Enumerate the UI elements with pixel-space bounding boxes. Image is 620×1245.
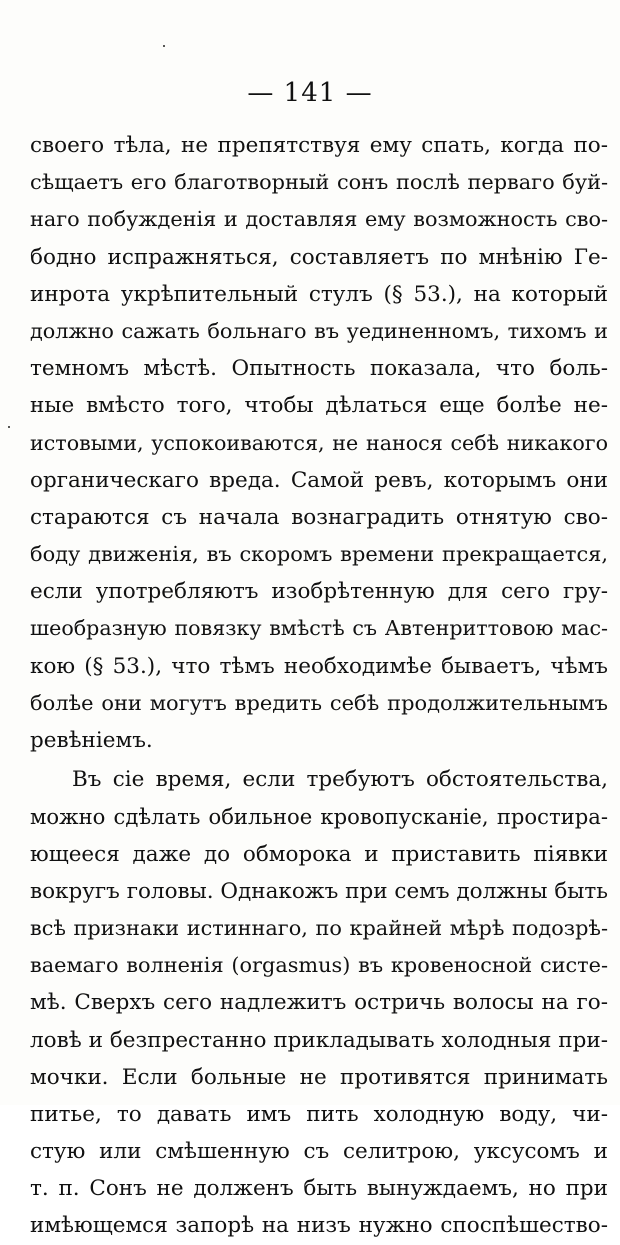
text-line: мѣ. Сверхъ сего надлежитъ остричь волосы на го- [30, 990, 608, 1016]
paper-speck [8, 426, 10, 428]
text-line: боду движенія, въ скоромъ времени прекращается, [30, 542, 608, 567]
text-line: всѣ признаки истиннаго, по крайней мѣрѣ подозрѣ- [30, 915, 608, 940]
text-line: ваемаго волненія (orgasmus) въ кровеносной систе- [30, 953, 608, 978]
text-line: можно сдѣлать обильное кровопусканіе, простира- [30, 804, 608, 830]
text-line: сѣщаетъ его благотворный сонъ послѣ перваго буй- [30, 170, 608, 195]
text-line: ревѣніемъ. [30, 728, 153, 753]
text-line: истовыми, успокоиваются, не нанося себѣ никакого [30, 430, 608, 455]
text-line: мочки. Если больные не противятся принимать [30, 1064, 608, 1090]
paper-speck [163, 45, 165, 47]
text-line: стую или смѣшенную съ селитрою, уксусомъ и [30, 1139, 608, 1165]
text-line: ные вмѣсто того, чтобы дѣлаться еще болѣе не- [30, 393, 608, 419]
page-body-text [30, 127, 608, 1245]
text-line: т. п. Сонъ не долженъ быть вынуждаемъ, но при [30, 1176, 608, 1202]
text-line: темномъ мѣстѣ. Опытность показала, что боль- [30, 356, 608, 382]
text-line: стараются съ начала вознаградить отнятую сво- [30, 504, 608, 530]
text-line: наго побужденія и доставляя ему возможность сво- [30, 207, 608, 232]
text-line: должно сажать больнаго въ уединенномъ, тихомъ и [30, 318, 608, 343]
text-line: вокругъ головы. Однакожъ при семъ должны быть [30, 878, 608, 904]
text-line: Въ сіе время, если требуютъ обстоятельства, [72, 767, 608, 793]
text-line: кою (§ 53.), что тѣмъ необходимѣе бываетъ, чѣмъ [30, 653, 608, 679]
text-line: инрота укрѣпительный стулъ (§ 53.), на который [30, 281, 608, 307]
text-line: ющееся даже до обморока и приставить піявки [30, 841, 608, 867]
text-line: болѣе они могутъ вредить себѣ продолжительнымъ [30, 690, 608, 715]
text-line: шеобразную повязку вмѣстѣ съ Автенриттовою мас- [30, 616, 608, 641]
text-line: своего тѣла, не препятствуя ему спать, когда по- [30, 133, 608, 158]
text-line: питье, то давать имъ пить холодную воду, чи- [30, 1101, 608, 1127]
text-line: ловѣ и безпрестанно прикладывать холодныя при- [30, 1027, 608, 1053]
text-line: органическаго вреда. Самой ревъ, которымъ они [30, 467, 608, 493]
text-line: если употребляютъ изобрѣтенную для сего гру- [30, 579, 608, 605]
text-line: бодно испражняться, составляетъ по мнѣнію Ге- [30, 244, 608, 270]
text-line: имѣющемся запорѣ на низъ нужно споспѣшество- [30, 1213, 608, 1239]
page-number-header: — 141 — [247, 78, 373, 108]
